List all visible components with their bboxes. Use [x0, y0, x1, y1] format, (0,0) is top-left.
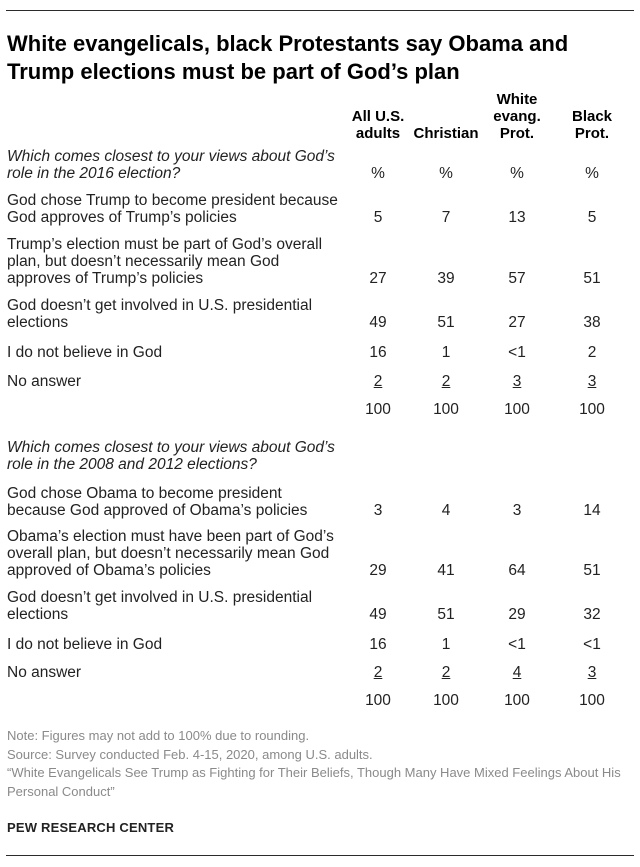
table-cell: 49 — [369, 606, 387, 623]
question-row — [7, 148, 637, 182]
row-label: God doesn’t get involved in U.S. presidential elections — [7, 297, 313, 331]
table-cell: 51 — [437, 314, 455, 331]
row-label: God chose Trump to become president because God approves of Trump’s policies — [7, 192, 338, 226]
total-row — [7, 401, 637, 418]
row-label: Trump’s election must be part of God’s overall plan, but doesn’t necessarily mean God approves of Trump’s policies — [7, 236, 323, 287]
table-cell: 14 — [583, 502, 601, 519]
column-header-line: Prot. — [499, 125, 535, 142]
unit-label: % — [439, 165, 453, 182]
table-cell: 1 — [441, 344, 451, 361]
table-cell: 7 — [441, 209, 451, 226]
table-cell: 2 — [441, 373, 451, 390]
table-row — [7, 192, 637, 226]
table-row — [7, 664, 637, 681]
row-label: Obama’s election must have been part of God’s overall plan, but doesn’t necessarily mean God approved of Obama’s policies — [7, 528, 334, 579]
table-cell: 51 — [583, 270, 601, 287]
notes — [7, 727, 627, 801]
table-cell: 3 — [373, 502, 383, 519]
table-cell: <1 — [508, 636, 526, 653]
total-cell: 100 — [365, 401, 391, 418]
column-header-line: Christian — [413, 125, 479, 142]
source-text: Source: Survey conducted Feb. 4-15, 2020, among U.S. adults. — [7, 746, 373, 762]
row-label: I do not believe in God — [7, 636, 163, 653]
report-title: “White Evangelicals See Trump as Fighting for Their Beliefs, Though Many Have Mixed Feelings About His Personal Conduct” — [7, 765, 621, 799]
total-cell: 100 — [433, 401, 459, 418]
table-cell: 2 — [373, 664, 383, 681]
total-cell: 100 — [365, 692, 391, 709]
table-cell: 51 — [437, 606, 455, 623]
table-cell: 64 — [508, 562, 526, 579]
table-cell: 51 — [583, 562, 601, 579]
table-row — [7, 589, 637, 623]
table-cell: 5 — [587, 209, 597, 226]
total-cell: 100 — [433, 692, 459, 709]
table-row — [7, 636, 637, 653]
table-cell: <1 — [508, 344, 526, 361]
row-label: God chose Obama to become president because God approved of Obama’s policies — [7, 485, 308, 519]
table-cell: 16 — [369, 344, 387, 361]
note-text: Note: Figures may not add to 100% due to rounding. — [7, 728, 310, 743]
total-cell: 100 — [504, 692, 530, 709]
question-text: Which comes closest to your views about God’s role in the 2016 election? — [7, 148, 335, 182]
table-row — [7, 236, 637, 287]
row-label: No answer — [7, 664, 82, 681]
question-text: Which comes closest to your views about God’s role in the 2008 and 2012 elections? — [7, 439, 335, 473]
bottom-rule — [6, 855, 634, 856]
column-header — [547, 108, 637, 142]
column-header-line: adults — [355, 125, 401, 142]
table-row — [7, 528, 637, 579]
table-cell: 41 — [437, 562, 455, 579]
table-cell: 3 — [512, 373, 522, 390]
table-cell: <1 — [583, 636, 601, 653]
row-label: No answer — [7, 373, 82, 390]
table-cell: 27 — [369, 270, 387, 287]
table-row — [7, 373, 637, 390]
table-cell: 38 — [583, 314, 601, 331]
table-cell: 2 — [373, 373, 383, 390]
table-cell: 2 — [441, 664, 451, 681]
table-cell: 3 — [587, 373, 597, 390]
table-cell: 39 — [437, 270, 455, 287]
table-cell: 5 — [373, 209, 383, 226]
column-header-line: White — [496, 91, 538, 108]
table-cell: 32 — [583, 606, 601, 623]
total-cell: 100 — [579, 692, 605, 709]
table-cell: 27 — [508, 314, 526, 331]
unit-label: % — [371, 165, 385, 182]
table-cell: 4 — [512, 664, 522, 681]
table-cell: 13 — [508, 209, 526, 226]
total-cell: 100 — [504, 401, 530, 418]
question-row — [7, 439, 637, 473]
column-header-line: All U.S. — [351, 108, 405, 125]
column-header-line: evang. — [493, 108, 541, 125]
unit-label: % — [510, 165, 524, 182]
table-cell: 3 — [587, 664, 597, 681]
table-row — [7, 344, 637, 361]
table-row — [7, 485, 637, 519]
brand-label: PEW RESEARCH CENTER — [7, 820, 175, 835]
total-row — [7, 692, 637, 709]
table-cell: 29 — [508, 606, 526, 623]
table-cell: 29 — [369, 562, 387, 579]
table-cell: 4 — [441, 502, 451, 519]
table-cell: 3 — [512, 502, 522, 519]
table-cell: 2 — [587, 344, 597, 361]
unit-label: % — [585, 165, 599, 182]
column-header-line: Black — [571, 108, 613, 125]
row-label: God doesn’t get involved in U.S. presidential elections — [7, 589, 313, 623]
top-rule — [6, 10, 634, 11]
row-label: I do not believe in God — [7, 344, 163, 361]
table-cell: 1 — [441, 636, 451, 653]
table-cell: 16 — [369, 636, 387, 653]
column-header-line: Prot. — [574, 125, 610, 142]
table-row — [7, 297, 637, 331]
total-cell: 100 — [579, 401, 605, 418]
table-cell: 49 — [369, 314, 387, 331]
chart-title: White evangelicals, black Protestants say Obama and Trump elections must be part of God’s plan — [7, 31, 569, 84]
table-cell: 57 — [508, 270, 526, 287]
